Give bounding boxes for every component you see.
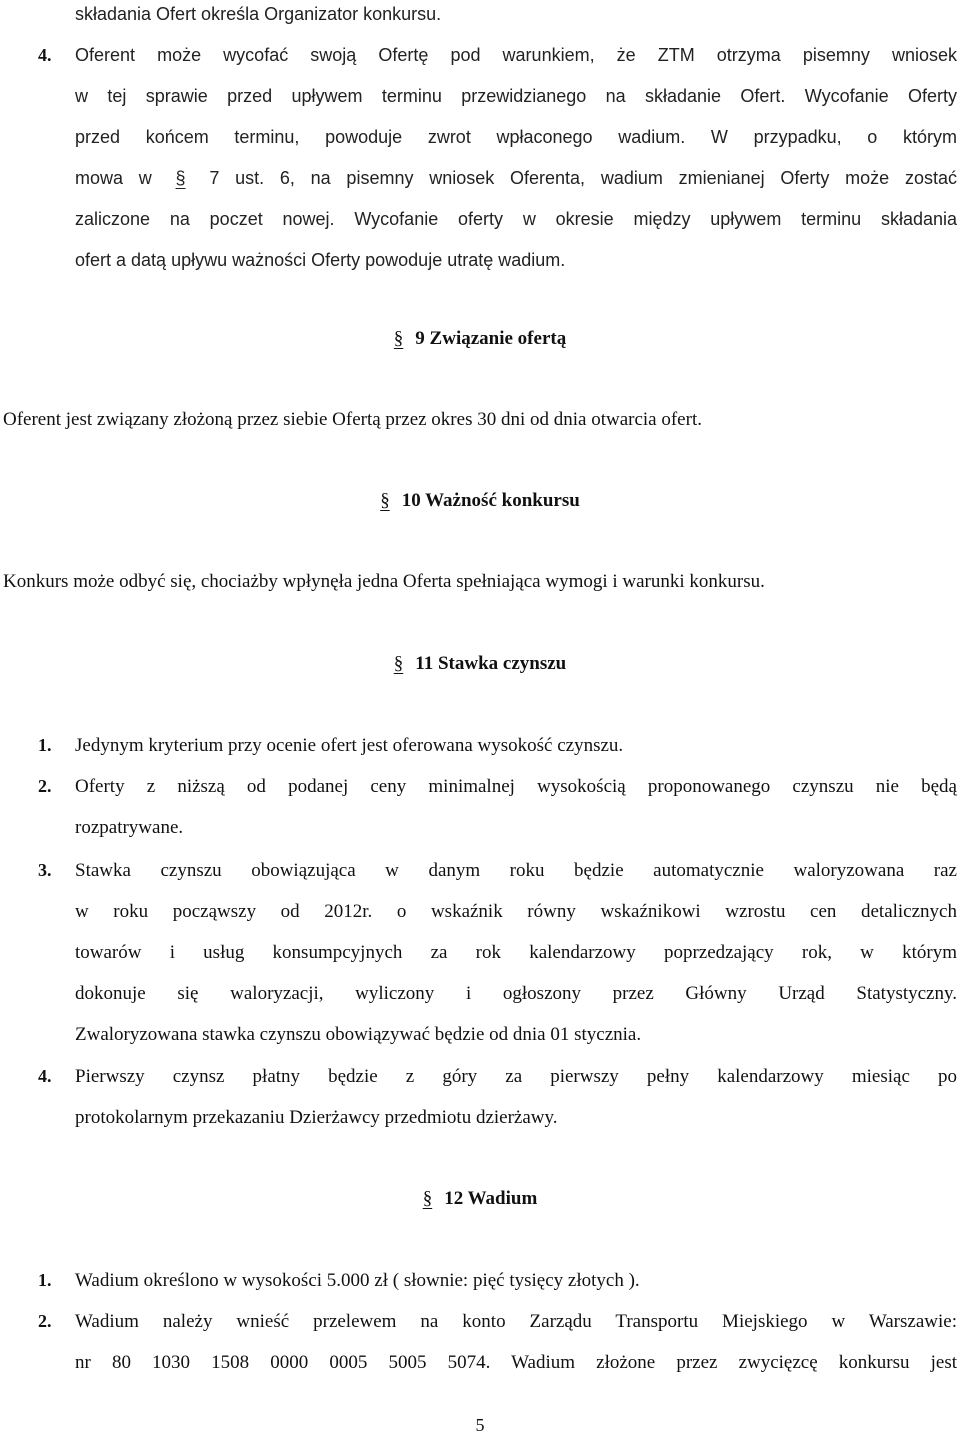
section-symbol: § bbox=[422, 1188, 433, 1209]
list-number: 2. bbox=[38, 776, 52, 796]
section-heading-12 bbox=[0, 1178, 960, 1219]
continued-text: składania Ofert określa Organizator konkursu. bbox=[75, 4, 442, 24]
list-item-text bbox=[75, 725, 957, 766]
list-item-text bbox=[75, 1260, 957, 1301]
list-number: 2. bbox=[38, 1311, 52, 1331]
list-number: 4. bbox=[38, 1066, 52, 1086]
section-heading-11 bbox=[0, 643, 960, 684]
text-line: zaliczone na poczet nowej. Wycofanie oferty w okresie między upływem terminu składania bbox=[75, 209, 957, 229]
text-line: ofert a datą upływu ważności Oferty powoduje utratę wadium. bbox=[75, 250, 566, 270]
text-line: protokolarnym przekazaniu Dzierżawcy przedmiotu dzierżawy. bbox=[75, 1107, 558, 1128]
text-line: rozpatrywane. bbox=[75, 817, 184, 838]
section-title: 9 Związanie ofertą bbox=[415, 328, 567, 349]
text-fragment: mowa w bbox=[75, 168, 152, 188]
list-number: 4. bbox=[38, 45, 52, 65]
text-fragment: 7 ust. 6, na pisemny wniosek Oferenta, wadium zmienianej Oferty może zostać bbox=[209, 168, 957, 188]
section-title: 12 Wadium bbox=[444, 1188, 538, 1209]
section-symbol: § bbox=[380, 490, 390, 511]
list-item-text bbox=[75, 35, 957, 281]
list-number: 1. bbox=[38, 1270, 52, 1290]
section-title: 11 Stawka czynszu bbox=[415, 653, 567, 674]
section-heading-10 bbox=[0, 480, 960, 521]
text-line: nr 80 1030 1508 0000 0005 5005 5074. Wadium złożone przez zwycięzcę konkursu jest bbox=[75, 1352, 957, 1373]
text-line: Pierwszy czynsz płatny będzie z góry za pierwszy pełny kalendarzowy miesiąc po bbox=[75, 1066, 957, 1087]
text-line: dokonuje się waloryzacji, wyliczony i ogłoszony przez Główny Urząd Statystyczny. bbox=[75, 983, 957, 1004]
text-line: Oferent może wycofać swoją Ofertę pod warunkiem, że ZTM otrzyma pisemny wniosek bbox=[75, 45, 957, 65]
section-title: 10 Ważność konkursu bbox=[401, 490, 580, 511]
text-line: Stawka czynszu obowiązująca w danym roku będzie automatycznie waloryzowana raz bbox=[75, 860, 957, 881]
section-symbol: § bbox=[393, 653, 404, 674]
section-text-10: Konkurs może odbyć się, chociażby wpłynęła jedna Oferta spełniająca wymogi i warunki konkursu. bbox=[3, 571, 765, 592]
list-number: 3. bbox=[38, 860, 52, 880]
text-line: w roku począwszy od 2012r. o wskaźnik równy wskaźnikowi wzrostu cen detalicznych bbox=[75, 901, 957, 922]
list-item-text bbox=[75, 1301, 957, 1383]
text-line: Oferty z niższą od podanej ceny minimalnej wysokością proponowanego czynszu nie będą bbox=[75, 776, 957, 797]
list-item-text bbox=[75, 766, 957, 848]
text-line: Zwaloryzowana stawka czynszu obowiązywać będzie od dnia 01 stycznia. bbox=[75, 1024, 642, 1045]
text-line: Jedynym kryterium przy ocenie ofert jest oferowana wysokość czynszu. bbox=[75, 735, 624, 756]
section-symbol: § bbox=[175, 168, 186, 188]
section-symbol: § bbox=[393, 328, 404, 349]
list-item-text bbox=[75, 1056, 957, 1138]
list-item-text bbox=[75, 850, 957, 1055]
text-line: w tej sprawie przed upływem terminu przewidzianego na składanie Ofert. Wycofanie Oferty bbox=[75, 86, 957, 106]
text-line bbox=[75, 158, 957, 199]
text-line: towarów i usług konsumpcyjnych za rok kalendarzowy poprzedzający rok, w którym bbox=[75, 942, 957, 963]
list-number: 1. bbox=[38, 735, 52, 755]
text-line: przed końcem terminu, powoduje zwrot wpłaconego wadium. W przypadku, o którym bbox=[75, 127, 957, 147]
text-line: Wadium określono w wysokości 5.000 zł ( słownie: pięć tysięcy złotych ). bbox=[75, 1270, 640, 1291]
section-heading-9 bbox=[0, 318, 960, 359]
text-line: Wadium należy wnieść przelewem na konto Zarządu Transportu Miejskiego w Warszawie: bbox=[75, 1311, 957, 1332]
section-text-9: Oferent jest związany złożoną przez siebie Ofertą przez okres 30 dni od dnia otwarcia ofert. bbox=[3, 409, 702, 430]
page-number: 5 bbox=[475, 1415, 485, 1435]
